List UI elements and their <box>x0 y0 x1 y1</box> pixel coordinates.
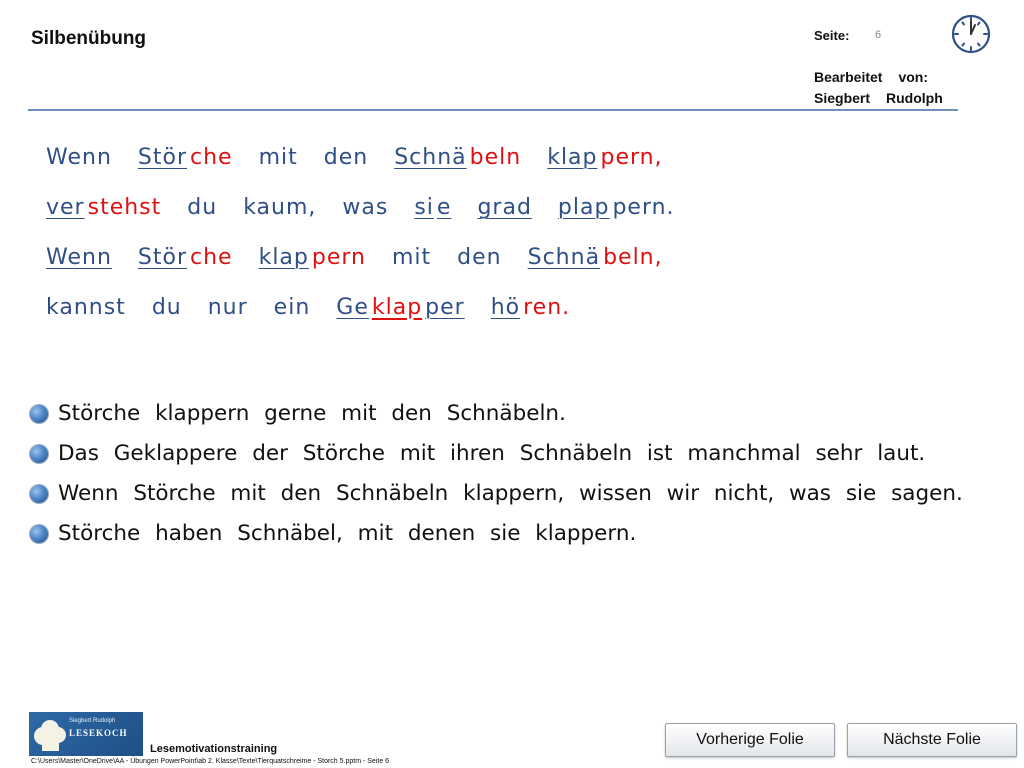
verse-word <box>547 145 662 170</box>
option-text: Störche klappern gerne mit den Schnäbeln. <box>58 401 566 426</box>
verse-word <box>46 195 161 220</box>
syllable[interactable]: plap <box>557 195 610 220</box>
header-divider <box>28 109 958 111</box>
verse-word <box>457 245 501 270</box>
syllable[interactable]: Stör <box>137 145 187 170</box>
syllable[interactable]: klap <box>547 145 598 170</box>
syllable[interactable]: stehst <box>87 195 162 220</box>
syllable[interactable]: Wenn <box>46 145 112 170</box>
syllable[interactable]: hö <box>490 295 521 320</box>
edited-by-label-1: Bearbeitet <box>814 69 883 85</box>
syllable[interactable]: Stör <box>137 245 187 270</box>
verse-word <box>394 145 521 170</box>
verse-word <box>46 145 112 170</box>
bullet-icon[interactable] <box>30 485 48 503</box>
page-number: 6 <box>875 29 882 41</box>
verse-line <box>46 183 675 233</box>
syllable[interactable]: ren. <box>523 295 571 320</box>
logo-wordmark: LESEKOCH <box>69 728 128 738</box>
syllable[interactable]: si <box>414 195 434 220</box>
bullet-icon[interactable] <box>30 525 48 543</box>
option-1[interactable] <box>30 394 963 434</box>
verse-line <box>46 233 675 283</box>
edited-by-label-2: von: <box>898 69 929 85</box>
syllable[interactable]: den <box>457 245 502 270</box>
verse-word <box>558 195 675 220</box>
syllable[interactable]: den <box>323 145 369 170</box>
footer-label: Lesemotivationstraining <box>150 743 278 755</box>
verse-word <box>138 145 233 170</box>
syllable[interactable]: mit <box>258 145 298 170</box>
syllable[interactable]: du <box>187 195 218 220</box>
syllable[interactable]: beln <box>469 145 522 170</box>
file-path: C:\Users\Master\OneDrive\AA - Übungen PowerPoint\ab 2. Klasse\Texte\Tierquatschreime - Storch 5.pptm - Seite 6 <box>31 758 390 765</box>
verse-line <box>46 133 675 183</box>
syllable[interactable]: Schnä <box>394 145 467 170</box>
next-slide-button[interactable]: Nächste Folie <box>847 723 1017 757</box>
edited-by-name-2: Rudolph <box>886 90 943 106</box>
option-2[interactable] <box>30 434 963 474</box>
options-list <box>30 394 963 554</box>
verse-word <box>208 295 248 320</box>
syllable[interactable]: was <box>342 195 389 220</box>
verse <box>46 133 675 333</box>
syllable[interactable]: e <box>436 195 452 220</box>
verse-word <box>259 145 298 170</box>
syllable[interactable]: du <box>151 295 182 320</box>
syllable[interactable]: beln, <box>603 245 663 270</box>
syllable[interactable]: grad <box>477 195 532 220</box>
verse-line <box>46 283 675 333</box>
previous-slide-button[interactable]: Vorherige Folie <box>665 723 835 757</box>
syllable[interactable]: klap <box>371 295 423 320</box>
verse-word <box>46 295 126 320</box>
verse-word <box>414 195 451 220</box>
syllable[interactable]: pern. <box>612 195 675 220</box>
syllable[interactable]: ver <box>46 195 85 220</box>
syllable[interactable]: per <box>425 295 465 320</box>
verse-word <box>243 195 316 220</box>
syllable[interactable]: Schnä <box>527 245 601 270</box>
syllable[interactable]: pern <box>311 245 366 270</box>
verse-word <box>46 245 112 270</box>
page-label: Seite: <box>814 28 850 43</box>
option-text: Störche haben Schnäbel, mit denen sie klappern. <box>58 521 637 546</box>
verse-word <box>491 295 570 320</box>
verse-word <box>392 245 431 270</box>
logo-author: Siegbert Rudolph <box>69 718 116 724</box>
verse-word <box>259 245 366 270</box>
clock-icon[interactable] <box>949 14 993 54</box>
syllable[interactable]: klap <box>258 245 309 270</box>
verse-word <box>528 245 663 270</box>
syllable[interactable]: pern, <box>600 145 663 170</box>
lesekoch-logo <box>29 712 143 756</box>
syllable[interactable]: kannst <box>46 295 126 320</box>
syllable[interactable]: nur <box>207 295 248 320</box>
syllable[interactable]: Ge <box>336 295 369 320</box>
syllable[interactable]: ein <box>273 295 311 320</box>
page-title: Silbenübung <box>31 28 147 49</box>
option-4[interactable] <box>30 514 963 554</box>
verse-word <box>138 245 233 270</box>
bullet-icon[interactable] <box>30 445 48 463</box>
verse-word <box>477 195 531 220</box>
verse-word <box>152 295 182 320</box>
verse-word <box>274 295 311 320</box>
option-text: Wenn Störche mit den Schnäbeln klappern, wissen wir nicht, was sie sagen. <box>58 481 963 506</box>
edited-by-name-1: Siegbert <box>814 90 871 106</box>
verse-word <box>342 195 388 220</box>
verse-word <box>324 145 368 170</box>
syllable[interactable]: mit <box>392 245 432 270</box>
syllable[interactable]: che <box>190 245 233 270</box>
option-text: Das Geklappere der Störche mit ihren Schnäbeln ist manchmal sehr laut. <box>58 441 926 466</box>
syllable[interactable]: che <box>190 145 233 170</box>
option-3[interactable] <box>30 474 963 514</box>
verse-word <box>187 195 217 220</box>
editor-info <box>814 67 943 109</box>
syllable[interactable]: Wenn <box>46 245 112 270</box>
syllable[interactable]: kaum, <box>243 195 317 220</box>
verse-word <box>336 295 464 320</box>
bullet-icon[interactable] <box>30 405 48 423</box>
